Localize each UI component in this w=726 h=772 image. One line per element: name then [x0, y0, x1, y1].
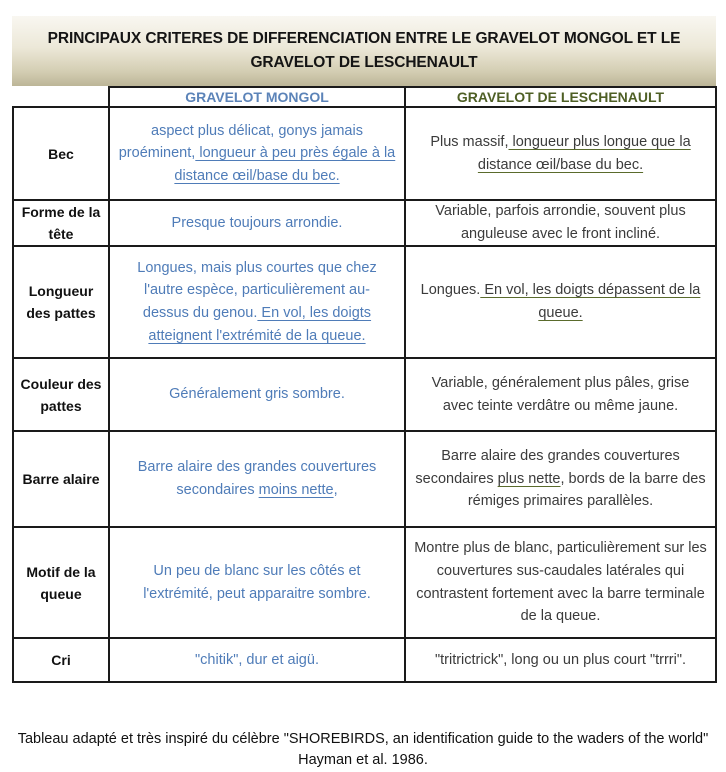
row-label-motif-queue: Motif de la queue: [26, 563, 96, 602]
mongol-cell-barre-alaire: Barre alaire des grandes couvertures secondaires moins nette,: [137, 459, 377, 498]
title-banner: [12, 16, 716, 86]
leschenault-cell-cri: "tritrictrick", long ou un plus court "trrri".: [434, 651, 687, 668]
leschenault-cell-motif-queue: Montre plus de blanc, particulièrement sur les couvertures sus-caudales latérales qui contrastent fortement avec la barre terminale de la queue.: [414, 540, 707, 625]
table-title: PRINCIPAUX CRITERES DE DIFFERENCIATION ENTRE LE GRAVELOT MONGOL ET LE GRAVELOT DE LESCHENAULT: [47, 30, 681, 71]
row-label-bec: Bec: [48, 145, 74, 162]
leschenault-cell-bec: Plus massif, longueur plus longue que la distance œil/base du bec.: [430, 133, 691, 173]
mongol-cell-couleur-pattes: Généralement gris sombre.: [169, 386, 345, 403]
mongol-cell-bec: aspect plus délicat, gonys jamais proéminent, longueur à peu près égale à la distance œil/base du bec.: [118, 122, 396, 184]
mongol-cell-motif-queue: Un peu de blanc sur les côtés et l'extrémité, peut apparaitre sombre.: [143, 562, 371, 602]
mongol-cell-longueur-pattes: Longues, mais plus courtes que chez l'autre espèce, particulièrement au-dessus du genou. En vol, les doigts atteignent l'extrémité de la queue.: [137, 259, 377, 344]
leschenault-cell-longueur-pattes: Longues. En vol, les doigts dépassent de la queue.: [420, 282, 701, 321]
row-label-couleur-pattes: Couleur des pattes: [20, 375, 102, 414]
column-header-mongol: GRAVELOT MONGOL: [185, 89, 329, 105]
column-header-leschenault: GRAVELOT DE LESCHENAULT: [456, 89, 665, 105]
mongol-cell-cri: "chitik", dur et aigü.: [195, 651, 319, 668]
leschenault-cell-forme-tete: Variable, parfois arrondie, souvent plus anguleuse avec le front incliné.: [435, 203, 686, 242]
row-label-barre-alaire: Barre alaire: [22, 471, 100, 487]
mongol-cell-forme-tete: Presque toujours arrondie.: [171, 214, 343, 231]
leschenault-cell-barre-alaire: Barre alaire des grandes couvertures secondaires plus nette, bords de la barre des rémiges primaires parallèles.: [415, 448, 706, 510]
source-caption: Tableau adapté et très inspiré du célèbre "SHOREBIRDS, an identification guide to the waders of the world" Hayman et al. 1986.: [17, 731, 709, 768]
row-label-longueur-pattes: Longueur des pattes: [26, 283, 96, 321]
row-label-cri: Cri: [51, 652, 71, 668]
row-label-forme-tete: Forme de la tête: [21, 204, 101, 242]
leschenault-cell-couleur-pattes: Variable, généralement plus pâles, grise avec teinte verdâtre ou même jaune.: [431, 374, 690, 414]
